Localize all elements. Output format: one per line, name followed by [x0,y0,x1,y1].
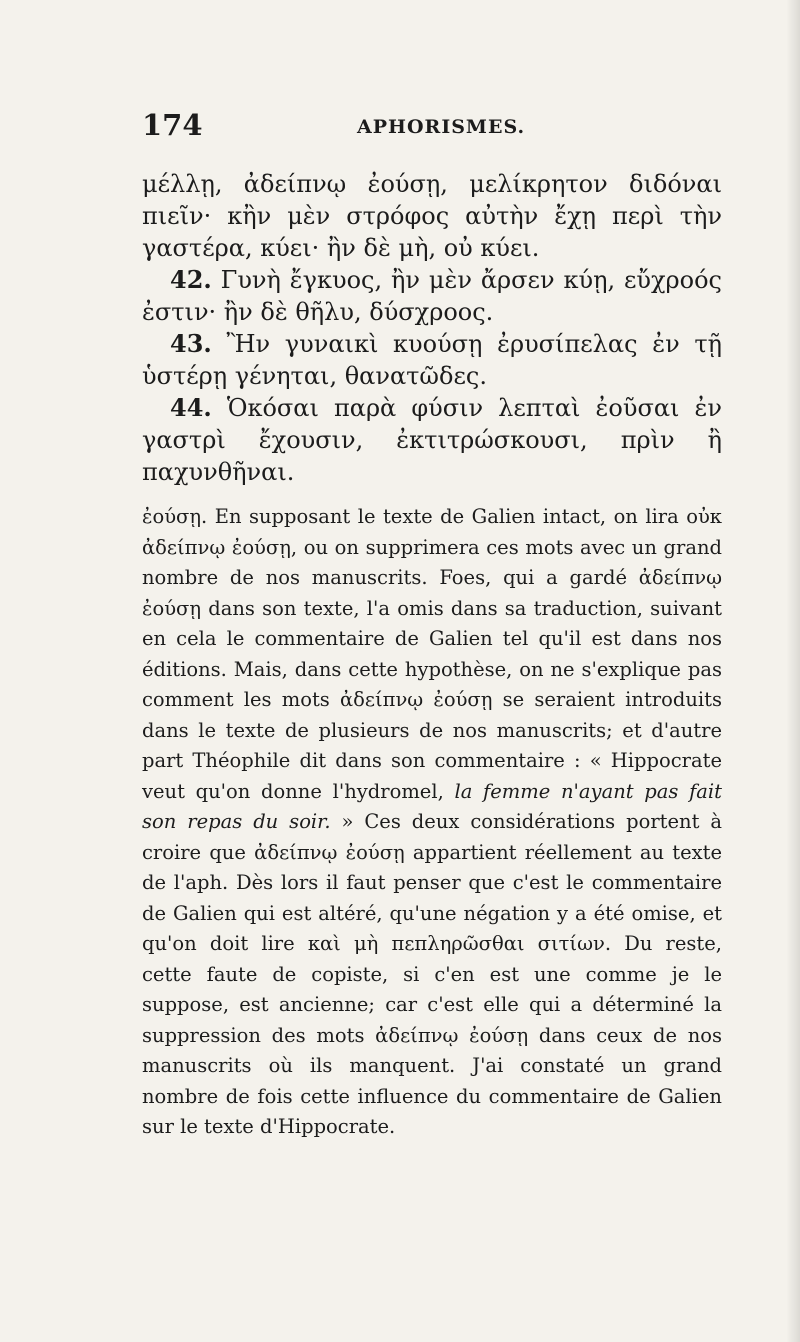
footnote-text-start: ἐούσῃ. En supposant le texte de Galien intact, on lira οὐκ ἀδείπνῳ ἐούσῃ, ou on supprimera ces mots avec un grand nombre de nos manuscrits. Foes, qui a gardé ἀδείπνῳ ἐούσῃ dans son texte, l'a omis dans sa traduction, suivant en cela le commentaire de Galien tel qu'il est dans nos éditions. Mais, dans cette hypothèse, on ne s'explique pas comment les mots ἀδείπνῳ ἐούσῃ se seraient introduits dans le texte de plusieurs de nos manuscrits; et d'autre part Théophile dit dans son commentaire : « Hippocrate veut qu'on donne l'hydromel, [142,505,722,803]
aphorism-41-continuation: μέλλῃ, ἀδείπνῳ ἐούσῃ, μελίκρητον διδόναι πιεῖν· κἢν μὲν στρόφος αὐτὴν ἔχῃ περὶ τὴν γαστέρα, κύει· ἢν δὲ μὴ, οὐ κύει. [142,170,722,262]
footnote-paragraph [142,502,722,1143]
footnote-text-end: » Ces deux considérations portent à croire que ἀδείπνῳ ἐούσῃ appartient réellement au texte de l'aph. Dès lors il faut penser que c'est le commentaire de Galien qui est altéré, qu'une négation y a été omise, et qu'on doit lire καὶ μὴ πεπληρῶσθαι σιτίων. Du reste, cette faute de copiste, si c'en est une comme je le suppose, est ancienne; car c'est elle qui a déterminé la suppression des mots ἀδείπνῳ ἐούσῃ dans ceux de nos manuscrits où ils manquent. J'ai constaté un grand nombre de fois cette influence du commentaire de Galien sur le texte d'Hippocrate. [142,810,722,1138]
aphorism-number: 44. [170,393,212,422]
aphorism-42 [142,264,722,328]
footnote-italic-quote: la femme n'ayant pas fait son repas du soir. [142,779,722,833]
aphorism-text: Ἢν γυναικὶ κυούσῃ ἐρυσίπελας ἐν τῇ ὑστέρῃ γένηται, θανατῶδες. [142,330,722,390]
page-edge-shadow [786,0,800,1342]
aphorism-number: 43. [170,329,212,358]
running-title: APHORISMES. [357,116,526,138]
page-number: 174 [142,108,203,142]
footnote-commentary [142,502,722,1143]
aphorism-number: 42. [170,265,212,294]
page-header [142,108,722,148]
aphorism-44 [142,392,722,488]
aphorism-text: Γυνὴ ἔγκυος, ἢν μὲν ἄρσεν κύῃ, εὔχροός ἐστιν· ἢν δὲ θῆλυ, δύσχροος. [142,266,722,326]
aphorism-43 [142,328,722,392]
aphorisms-text [142,168,722,488]
aphorism-text: Ὁκόσαι παρὰ φύσιν λεπταὶ ἐοῦσαι ἐν γαστρὶ ἔχουσιν, ἐκτιτρώσκουσι, πρὶν ἢ παχυνθῆναι. [142,394,722,486]
